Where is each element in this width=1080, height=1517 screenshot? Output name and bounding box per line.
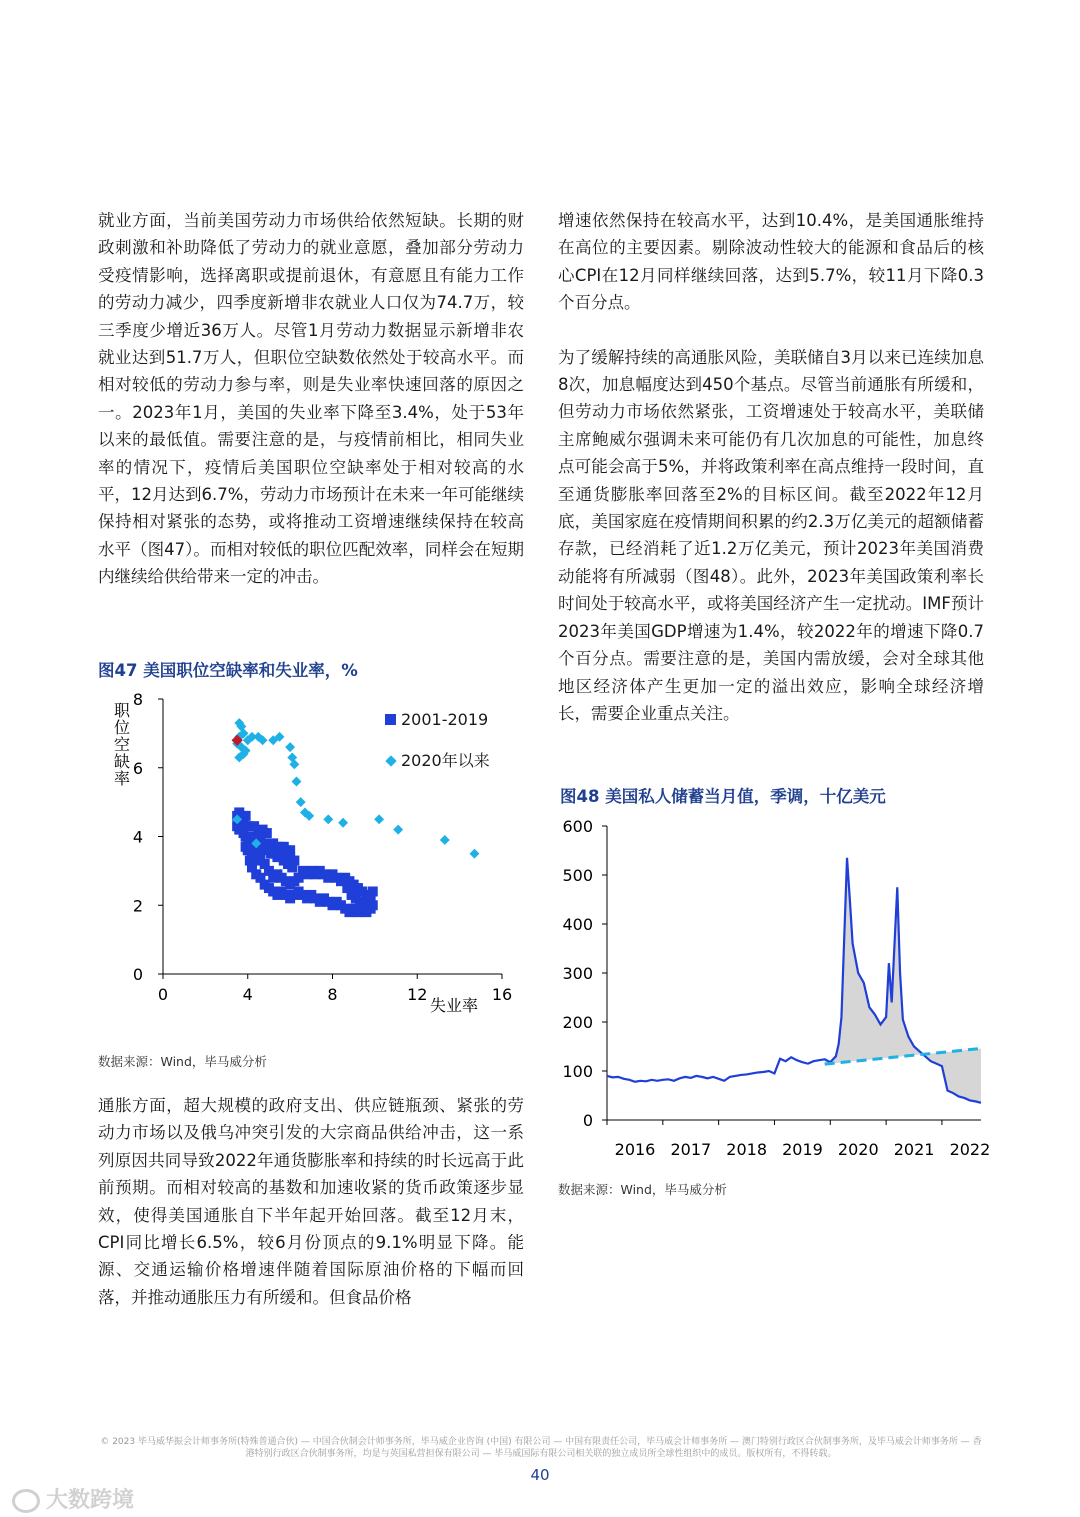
figure48-gap-fill	[825, 858, 981, 1103]
scatter-point-2020	[338, 818, 348, 828]
legend-marker-2001-2019	[385, 714, 396, 725]
right-column	[558, 207, 984, 727]
fed-policy-paragraph: 为了缓解持续的高通胀风险，美联储自3月以来已连续加息8次，加息幅度达到450个基点。尽管当前通胀有所缓和，但劳动力市场依然紧张，工资增速处于较高水平，美联储主席鲍威尔强调未来可能仍有几次加息的可能性，加息终点可能会高于5%，并将政策利率在高点维持一段时间，直至通货膨胀率回落至2%的目标区间。截至2022年12月底，美国家庭在疫情期间积累的约2.3万亿美元的超额储蓄存款，已经消耗了近1.2万亿美元，预计2023年美国消费动能将有所减弱（图48）。此外，2023年美国政策利率长时间处于较高水平，或将美国经济产生一定扰动。IMF预计2023年美国GDP增速为1.4%，较2022年的增速下降0.7个百分点。需要注意的是，美国内需放缓，会对全球其他地区经济体产生更加一定的溢出效应，影响全球经济增长，需要企业重点关注。	[558, 347, 984, 723]
x-tick-label: 2021	[893, 1140, 935, 1159]
scatter-point-2020	[440, 835, 450, 845]
scatter-point-2020	[296, 797, 306, 807]
footer-copyright: © 2023 毕马威华振会计师事务所(特殊普通合伙) — 中国合伙制会计师事务所，毕马威企业咨询 (中国) 有限公司 — 中国有限责任公司，毕马威会计师事务所 — 澳门特别行政区合伙制事务所，及毕马威会计师事务所 — 香港特别行政区合伙制事务所，均是与英国私营担保有限公司 — 毕马威国际有限公司相关联的独立成员所全球性组织中的成员。版权所有，不得转载。	[100, 1437, 982, 1459]
left-column	[98, 207, 524, 591]
y-tick-label: 100	[562, 1062, 593, 1081]
employment-paragraph: 就业方面，当前美国劳动力市场供给依然短缺。长期的财政刺激和补助降低了劳动力的就业意愿，叠加部分劳动力受疫情影响，选择离职或提前退休，有意愿且有能力工作的劳动力减少，四季度新增非农就业人口仅为74.7万，较三季度少增近36万人。尽管1月劳动力数据显示新增非农就业达到51.7万人，但职位空缺数依然处于较高水平。而相对较低的劳动力参与率，则是失业率快速回落的原因之一。2023年1月，美国的失业率下降至3.4%，处于53年以来的最低值。需要注意的是，与疫情前相比，相同失业率的情况下，疫情后美国职位空缺率处于相对较高的水平，12月达到6.7%，劳动力市场预计在未来一年可能继续保持相对紧张的态势，或将推动工资增速继续保持在较高水平（图47）。而相对较低的职位匹配效率，同样会在短期内继续给供给带来一定的冲击。	[98, 211, 524, 587]
figure47-source: 数据来源：Wind，毕马威分析	[98, 1054, 267, 1069]
legend-marker-2020	[385, 755, 396, 766]
scatter-point-2001-2019	[279, 842, 289, 852]
legend-label-2001-2019: 2001-2019	[401, 710, 489, 729]
x-tick-label: 2018	[726, 1140, 768, 1159]
page-number: 40	[530, 1466, 550, 1484]
watermark-logo	[12, 1483, 134, 1514]
scatter-point-2001-2019	[249, 821, 259, 831]
y-tick-label: 6	[132, 758, 143, 778]
x-axis-label: 失业率	[429, 996, 478, 1015]
figure48-title: 图48 美国私人储蓄当月值，季调，十亿美元	[560, 787, 886, 806]
figure47-title: 图47 美国职位空缺率和失业率，%	[98, 661, 358, 680]
scatter-point-2020	[470, 849, 480, 859]
y-tick-label: 0	[582, 1111, 593, 1130]
savings-gap-area	[825, 858, 981, 1103]
y-tick-label: 500	[562, 866, 593, 885]
x-tick-label: 2017	[670, 1140, 712, 1159]
figure47-scatter-chart	[98, 684, 528, 1034]
x-tick-label: 12	[407, 985, 428, 1004]
x-tick-label: 2016	[614, 1140, 656, 1159]
watermark-icon	[12, 1489, 40, 1513]
scatter-point-2001-2019	[241, 811, 251, 821]
y-tick-label: 300	[562, 964, 593, 983]
savings-line	[607, 858, 981, 1103]
legend-label-2020: 2020年以来	[401, 751, 490, 770]
y-tick-label: 600	[562, 817, 593, 836]
figure47-legend	[385, 710, 490, 770]
figure47-axes	[114, 690, 512, 1015]
figure47-points	[231, 718, 479, 917]
scatter-point-2020	[285, 742, 295, 752]
scatter-point-2001-2019	[368, 887, 378, 897]
scatter-point-2020	[323, 814, 333, 824]
x-tick-label: 2022	[949, 1140, 991, 1159]
left-column-lower	[98, 1092, 524, 1311]
x-tick-label: 2020	[837, 1140, 879, 1159]
scatter-point-2001-2019	[262, 828, 272, 838]
x-tick-label: 0	[157, 985, 169, 1004]
scatter-point-2020	[292, 777, 302, 787]
y-axis-label: 职位空缺率	[114, 701, 131, 788]
y-tick-label: 2	[132, 896, 143, 916]
x-tick-label: 16	[491, 985, 513, 1004]
scatter-point-2001-2019	[342, 883, 352, 893]
x-tick-label: 4	[242, 985, 253, 1004]
inflation-paragraph: 通胀方面，超大规模的政府支出、供应链瓶颈、紧张的劳动力市场以及俄乌冲突引发的大宗商品供给冲击，这一系列原因共同导致2022年通货膨胀率和持续的时长远高于此前预期。而相对较高的基数和加速收紧的货币政策逐步显效，使得美国通胀自下半年起开始回落。截至12月末，CPI同比增长6.5%，较6月份顶点的9.1%明显下降。能源、交通运输价格增速伴随着国际原油价格的下幅而回落，并推动通胀压力有所缓和。但食品价格	[98, 1096, 524, 1307]
figure48-lines	[607, 858, 981, 1103]
figure48-source: 数据来源：Wind，毕马威分析	[558, 1182, 727, 1197]
scatter-point-2020	[393, 825, 403, 835]
scatter-point-2001-2019	[241, 842, 251, 852]
y-tick-label: 4	[132, 827, 143, 847]
figure48-line-chart	[555, 810, 995, 1170]
y-tick-label: 400	[562, 915, 593, 934]
x-tick-label: 2019	[782, 1140, 823, 1159]
core-cpi-paragraph: 增速依然保持在较高水平，达到10.4%，是美国通胀维持在高位的主要因素。剔除波动性较大的能源和食品后的核心CPI在12月同样继续回落，达到5.7%，较11月下降0.3个百分点。	[558, 211, 984, 313]
y-tick-label: 8	[132, 690, 143, 709]
figure48-axes	[562, 817, 990, 1159]
scatter-point-2020	[374, 814, 384, 824]
y-tick-label: 200	[562, 1013, 593, 1032]
y-tick-label: 0	[132, 965, 143, 984]
x-tick-label: 8	[327, 985, 338, 1004]
watermark-text: 大数跨境	[46, 1488, 135, 1513]
